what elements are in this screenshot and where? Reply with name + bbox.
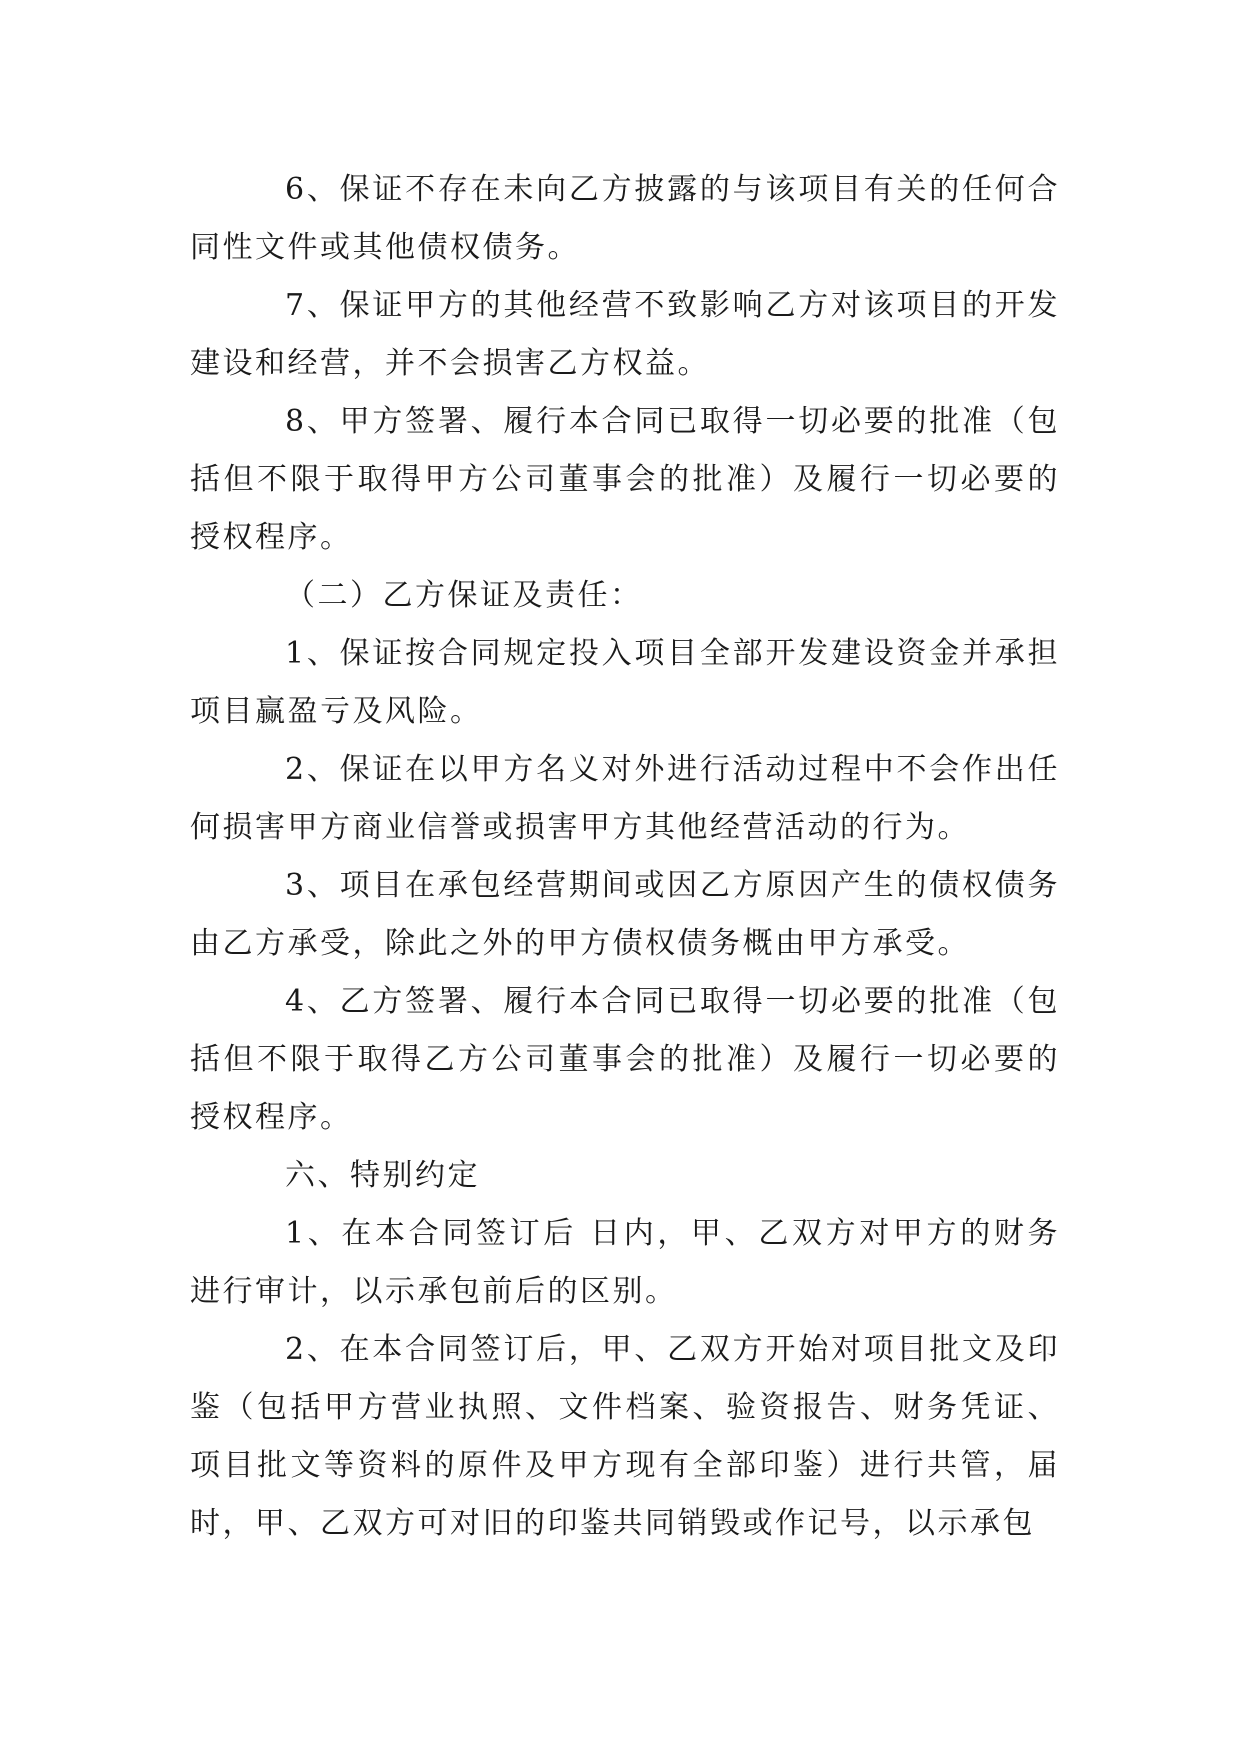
clause-8-paragraph: 8、甲方签署、履行本合同已取得一切必要的批准（包括但不限于取得甲方公司董事会的批准）及履行一切必要的授权程序。 (190, 404, 1060, 555)
special-clause-2-paragraph: 2、在本合同签订后，甲、乙双方开始对项目批文及印鉴（包括甲方营业执照、文件档案、验资报告、财务凭证、项目批文等资料的原件及甲方现有全部印鉴）进行共管，届时，甲、乙双方可对旧的印鉴共同销毁或作记号，以示承包 (190, 1332, 1060, 1541)
section-heading-party-b: （二）乙方保证及责任： (285, 578, 643, 613)
clause-7-paragraph: 7、保证甲方的其他经营不致影响乙方对该项目的开发建设和经营，并不会损害乙方权益。 (190, 288, 1060, 381)
special-clause-1-paragraph: 1、在本合同签订后 日内，甲、乙双方对甲方的财务进行审计，以示承包前后的区别。 (190, 1216, 1060, 1309)
section-heading-special-agreement: 六、特别约定 (285, 1158, 480, 1193)
party-b-clause-4-paragraph: 4、乙方签署、履行本合同已取得一切必要的批准（包括但不限于取得乙方公司董事会的批准）及履行一切必要的授权程序。 (190, 984, 1060, 1135)
party-b-clause-1-paragraph: 1、保证按合同规定投入项目全部开发建设资金并承担项目赢盈亏及风险。 (190, 636, 1060, 729)
clause-6-paragraph: 6、保证不存在未向乙方披露的与该项目有关的任何合同性文件或其他债权债务。 (190, 172, 1060, 265)
party-b-clause-3-paragraph: 3、项目在承包经营期间或因乙方原因产生的债权债务由乙方承受，除此之外的甲方债权债务概由甲方承受。 (190, 868, 1060, 961)
contract-text (190, 161, 1060, 1553)
party-b-clause-2-paragraph: 2、保证在以甲方名义对外进行活动过程中不会作出任何损害甲方商业信誉或损害甲方其他经营活动的行为。 (190, 752, 1060, 845)
